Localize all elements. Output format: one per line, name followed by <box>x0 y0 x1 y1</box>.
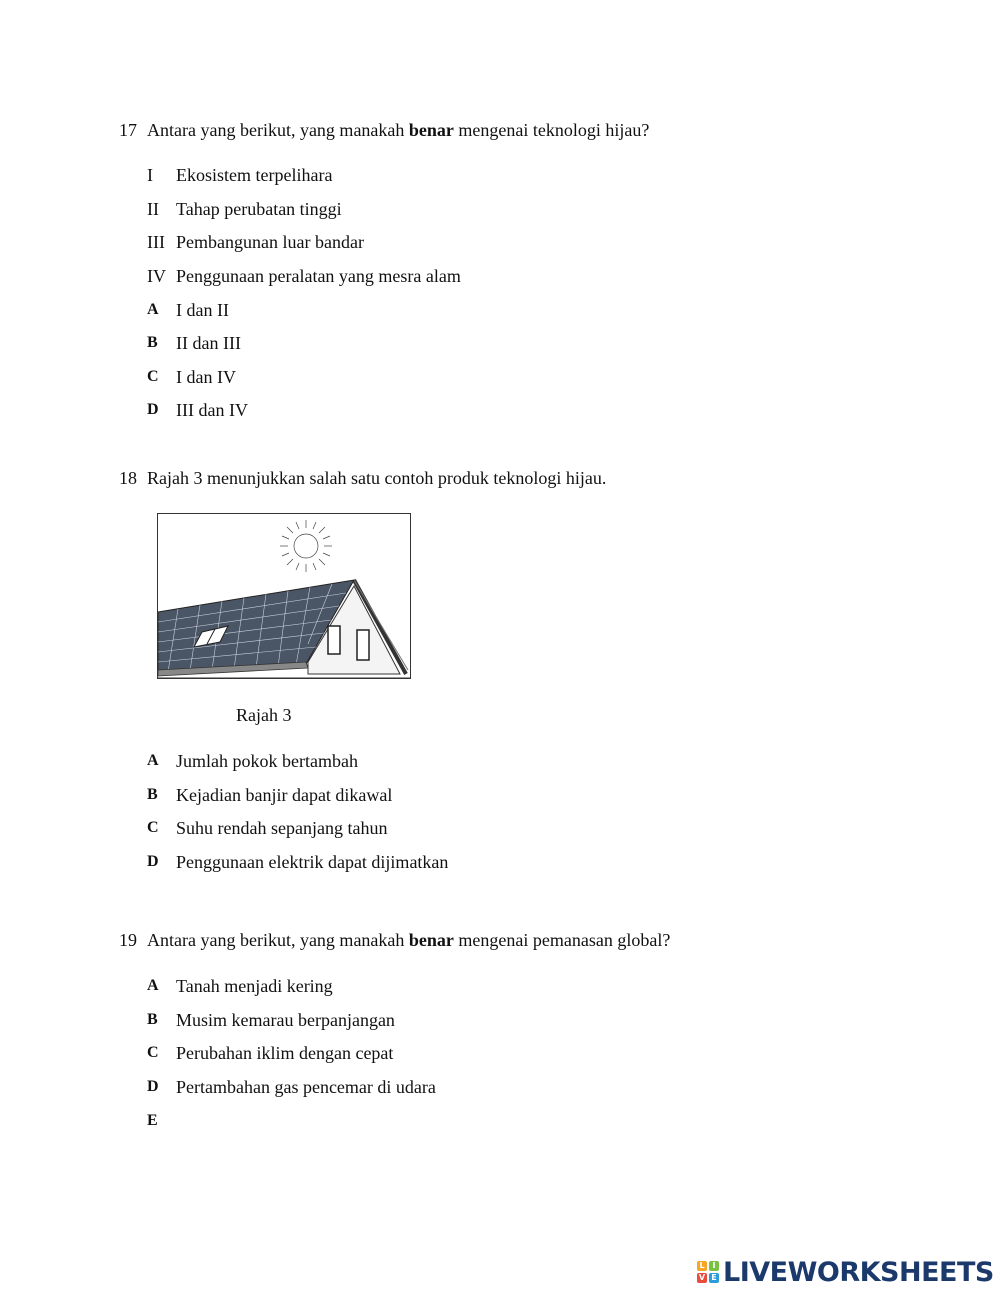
q18-question: Rajah 3 menunjukkan salah satu contoh produk teknologi hijau. <box>147 468 607 488</box>
q17-option-letter: D <box>147 401 159 418</box>
logo-block: L <box>697 1261 707 1271</box>
q17-number: 17 <box>119 120 137 140</box>
q17-statement-roman: IV <box>147 266 166 286</box>
q19-option-text[interactable]: Perubahan iklim dengan cepat <box>176 1043 394 1063</box>
q18-option-letter: B <box>147 786 158 803</box>
q17-statement-text: Pembangunan luar bandar <box>176 232 364 252</box>
logo-blocks-icon <box>697 1261 719 1283</box>
q19-question: Antara yang berikut, yang manakah benar mengenai pemanasan global? <box>147 930 671 950</box>
q19-option-letter: E <box>147 1112 158 1129</box>
logo-block: I <box>709 1261 719 1271</box>
q19-number: 19 <box>119 930 137 950</box>
q17-statement-text: Ekosistem terpelihara <box>176 165 333 185</box>
logo-block: V <box>698 1273 706 1282</box>
q17-option-text[interactable]: I dan IV <box>176 367 236 387</box>
logo-text: LIVEWORKSHEETS <box>723 1256 994 1288</box>
liveworksheets-logo[interactable] <box>697 1258 994 1286</box>
q17-statement-roman: III <box>147 232 165 252</box>
q18-option-letter: A <box>147 752 159 769</box>
figure-caption: Rajah 3 <box>236 705 292 725</box>
q19-option-letter: A <box>147 977 159 994</box>
q17-option-letter: A <box>147 301 159 318</box>
q18-option-text[interactable]: Penggunaan elektrik dapat dijimatkan <box>176 852 449 872</box>
q18-option-text[interactable]: Kejadian banjir dapat dikawal <box>176 785 393 805</box>
q19-option-text[interactable]: Tanah menjadi kering <box>176 976 333 996</box>
solar-roof-house-illustration <box>157 513 411 679</box>
q19-option-text[interactable]: Pertambahan gas pencemar di udara <box>176 1077 436 1097</box>
q18-option-text[interactable]: Jumlah pokok bertambah <box>176 751 358 771</box>
q17-statement-roman: I <box>147 165 153 185</box>
q17-option-letter: C <box>147 368 159 385</box>
logo-block: E <box>709 1273 719 1283</box>
q19-option-letter: C <box>147 1044 159 1061</box>
q19-option-letter: D <box>147 1078 159 1095</box>
sun-icon <box>280 520 332 572</box>
q19-option-letter: B <box>147 1011 158 1028</box>
q17-question: Antara yang berikut, yang manakah benar mengenai teknologi hijau? <box>147 120 650 140</box>
q17-statement-text: Penggunaan peralatan yang mesra alam <box>176 266 461 286</box>
q19-option-text[interactable]: Musim kemarau berpanjangan <box>176 1010 395 1030</box>
q17-option-text[interactable]: III dan IV <box>176 400 248 420</box>
q17-statement-text: Tahap perubatan tinggi <box>176 199 342 219</box>
q17-option-text[interactable]: II dan III <box>176 333 241 353</box>
q18-option-letter: D <box>147 853 159 870</box>
q18-number: 18 <box>119 468 137 488</box>
q17-option-text[interactable]: I dan II <box>176 300 229 320</box>
q18-option-text[interactable]: Suhu rendah sepanjang tahun <box>176 818 388 838</box>
q17-option-letter: B <box>147 334 158 351</box>
q18-option-letter: C <box>147 819 159 836</box>
q17-statement-roman: II <box>147 199 159 219</box>
